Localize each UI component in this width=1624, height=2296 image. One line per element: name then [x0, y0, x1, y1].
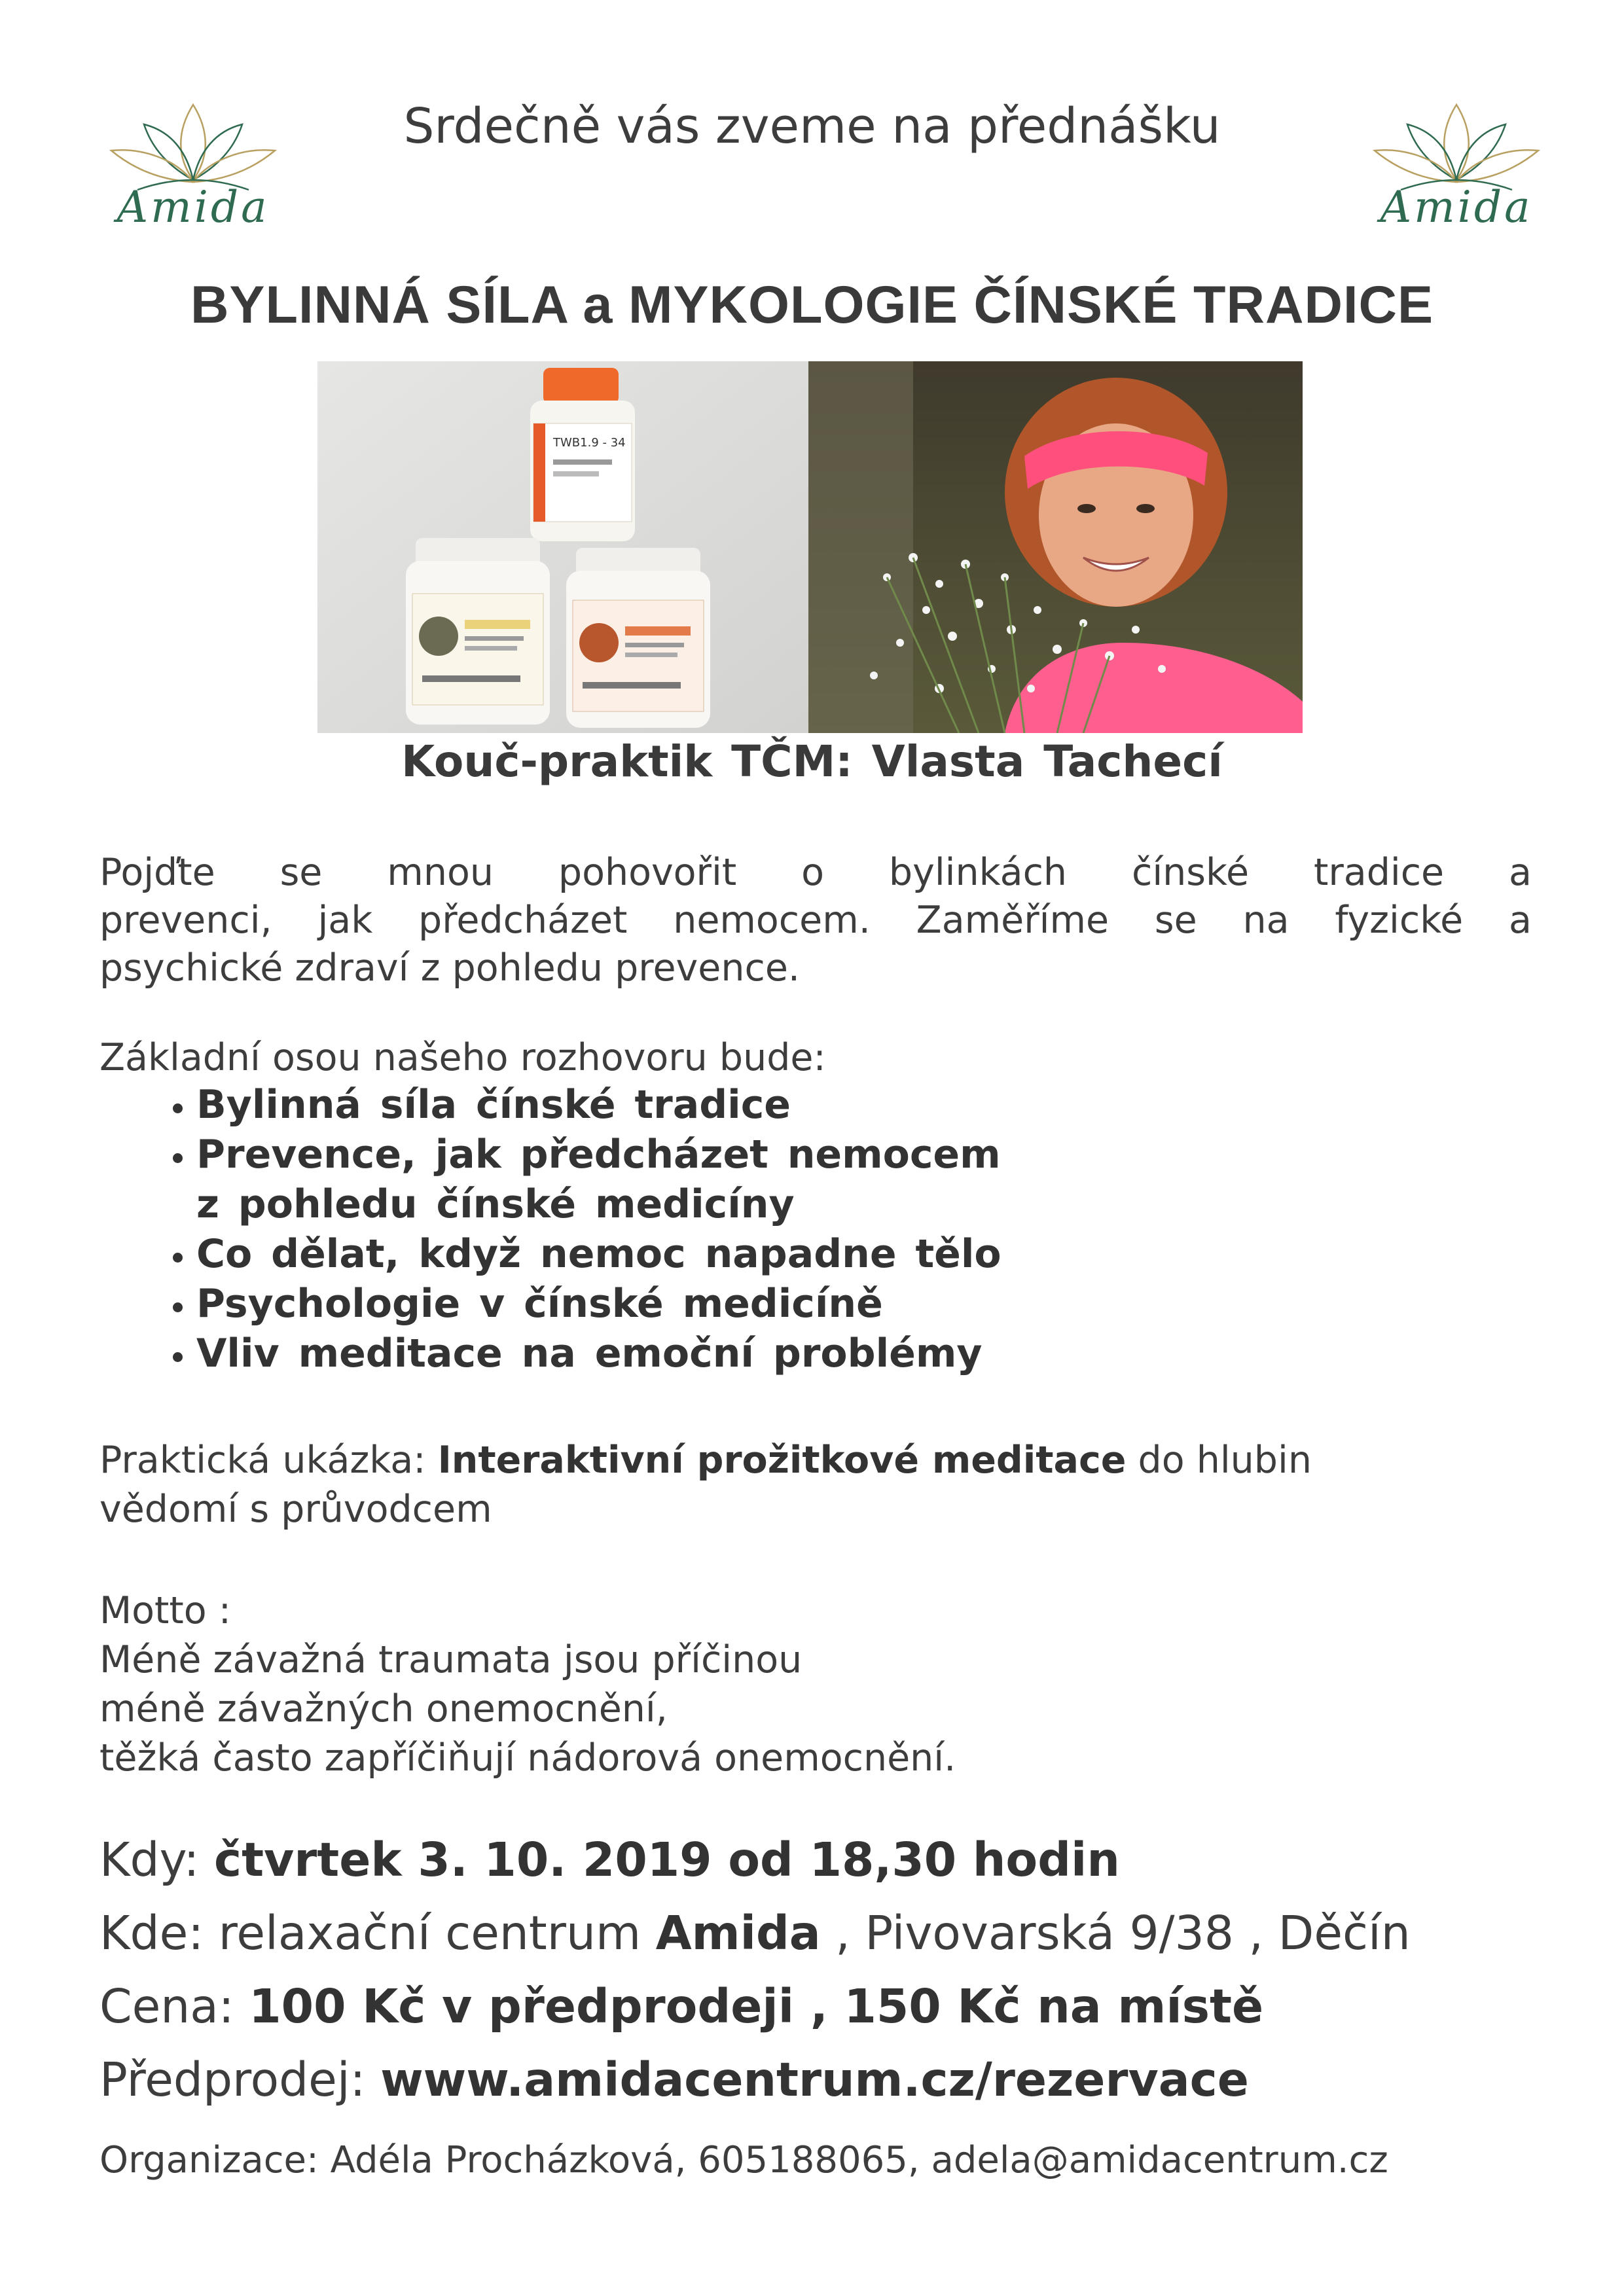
intro-line-2: prevenci, jak předcházet nemocem. Zaměříme se na fyzické a [99, 899, 1532, 942]
invitation-text: Srdečně vás zveme na přednášku [403, 98, 1221, 154]
practical-line-1: Praktická ukázka: Interaktivní prožitkové meditace do hlubin [99, 1439, 1312, 1482]
list-item: • Prevence, jak předcházet nemocem z pohledu čínské medicíny [196, 1130, 1001, 1229]
presale-link[interactable]: www.amidacentrum.cz/rezervace [380, 2053, 1249, 2107]
coach-name: Kouč-praktik TČM: Vlasta Tachecí [401, 736, 1223, 787]
page-title: BYLINNÁ SÍLA a MYKOLOGIE ČÍNSKÉ TRADICE [190, 276, 1434, 334]
organizer-line: Organizace: Adéla Procházková, 605188065, adela@amidacentrum.cz [99, 2139, 1388, 2181]
motto-label: Motto : [99, 1589, 231, 1632]
practical-line-2: vědomí s průvodcem [99, 1488, 492, 1531]
logo-text: Amida [117, 182, 270, 232]
supplements-photo [317, 361, 808, 733]
where-line: Kde: relaxační centrum Amida , Pivovarská 9/38 , Děčín [99, 1906, 1411, 1960]
topics-list [131, 1080, 1001, 1378]
list-item: • Vliv meditace na emoční problémy [196, 1329, 1001, 1378]
intro-line-3: psychické zdraví z pohledu prevence. [99, 946, 801, 990]
list-item: • Co dělat, když nemoc napadne tělo [196, 1229, 1001, 1279]
intro-line-1: Pojďte se mnou pohovořit o bylinkách čínské tradice a [99, 851, 1532, 894]
motto-line: těžká často zapříčiňují nádorová onemocnění. [99, 1736, 956, 1780]
price-line: Cena: 100 Kč v předprodeji , 150 Kč na místě [99, 1979, 1264, 2034]
presale-line: Předprodej: www.amidacentrum.cz/rezervace [99, 2053, 1249, 2107]
when-line: Kdy: čtvrtek 3. 10. 2019 od 18,30 hodin [99, 1833, 1120, 1887]
portrait-photo [808, 361, 1303, 733]
topics-heading: Základní osou našeho rozhovoru bude: [99, 1036, 826, 1079]
logo-text: Amida [1380, 182, 1533, 232]
list-item-continuation: z pohledu čínské medicíny [196, 1181, 795, 1227]
list-item: • Psychologie v čínské medicíně [196, 1279, 1001, 1329]
motto-line: Méně závažná traumata jsou příčinou [99, 1638, 803, 1681]
motto-line: méně závažných onemocnění, [99, 1687, 668, 1731]
list-item: • Bylinná síla čínské tradice [196, 1080, 1001, 1130]
bottle-label: TWB1.9 - 34 [553, 436, 626, 450]
